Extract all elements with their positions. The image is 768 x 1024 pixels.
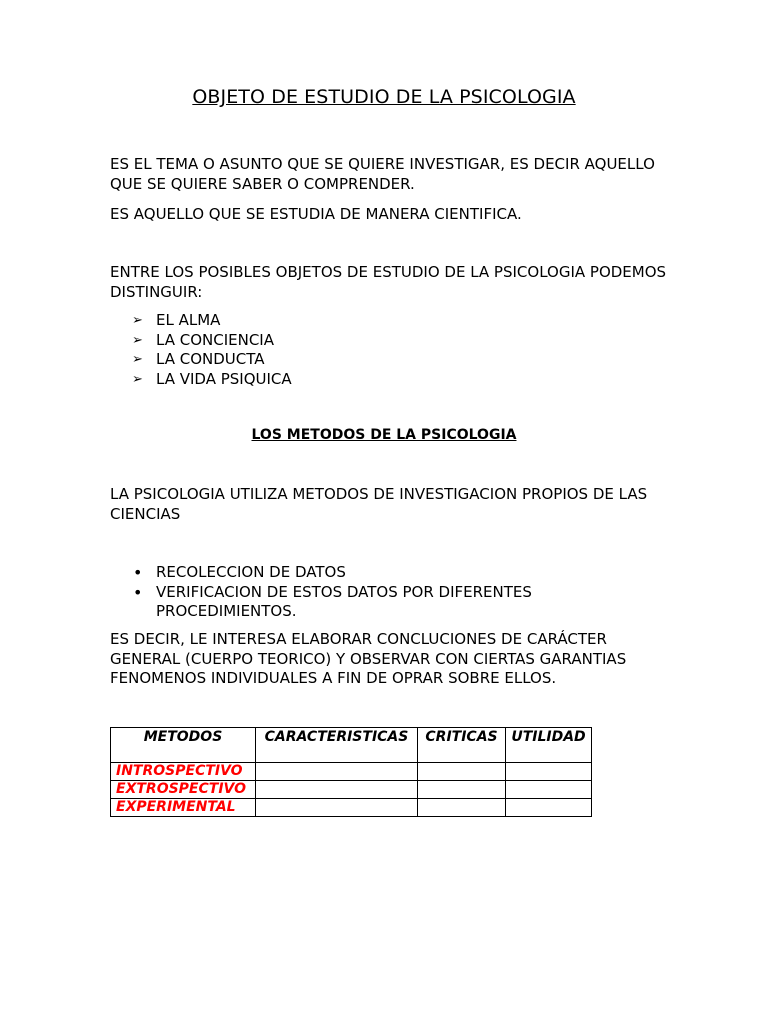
list-item-label: VERIFICACION DE ESTOS DATOS POR DIFERENTES PROCEDIMIENTOS.	[156, 582, 532, 620]
list-item	[130, 370, 292, 390]
table-cell	[418, 781, 506, 799]
list-item-label: LA VIDA PSIQUICA	[156, 369, 292, 388]
table-cell	[506, 781, 592, 799]
scientific-paragraph: ES AQUELLO QUE SE ESTUDIA DE MANERA CIENTIFICA.	[110, 205, 522, 223]
list-item-label: EL ALMA	[156, 311, 221, 329]
page-title: OBJETO DE ESTUDIO DE LA PSICOLOGIA	[192, 86, 576, 108]
arrowhead-bullet-icon: ➢	[132, 371, 143, 387]
objects-list	[130, 311, 292, 389]
table-row	[111, 799, 592, 817]
column-header-characteristics: CARACTERISTICAS	[256, 728, 418, 763]
methods-paragraph: LA PSICOLOGIA UTILIZA METODOS DE INVESTIGACION PROPIOS DE LAS CIENCIAS	[110, 485, 648, 523]
definition-paragraph: ES EL TEMA O ASUNTO QUE SE QUIERE INVESTIGAR, ES DECIR AQUELLO QUE SE QUIERE SABER O COMPRENDER.	[110, 155, 655, 193]
dot-bullet-icon: •	[133, 582, 143, 602]
objects-intro-paragraph: ENTRE LOS POSIBLES OBJETOS DE ESTUDIO DE LA PSICOLOGIA PODEMOS DISTINGUIR:	[110, 263, 667, 301]
column-header-methods: METODOS	[111, 728, 256, 763]
table-row	[111, 781, 592, 799]
method-name-cell: EXTROSPECTIVO	[111, 781, 256, 799]
list-item	[130, 583, 650, 622]
methods-table	[110, 727, 592, 817]
conclusion-paragraph: ES DECIR, LE INTERESA ELABORAR CONCLUCIONES DE CARÁCTER GENERAL (CUERPO TEORICO) Y OBSERVAR CON CIERTAS GARANTIAS FENOMENOS INDIVIDUALES A FIN DE OPRAR SOBRE ELLOS.	[110, 630, 627, 687]
list-item	[130, 311, 292, 331]
table-cell	[256, 799, 418, 817]
column-header-utility: UTILIDAD	[506, 728, 592, 763]
table-row	[111, 763, 592, 781]
table-cell	[506, 763, 592, 781]
arrowhead-bullet-icon: ➢	[132, 352, 143, 367]
table-cell	[506, 799, 592, 817]
method-name-cell: EXPERIMENTAL	[111, 799, 256, 817]
arrowhead-bullet-icon: ➢	[132, 332, 143, 348]
column-header-criticisms: CRITICAS	[418, 728, 506, 763]
method-name-cell: INTROSPECTIVO	[111, 763, 256, 781]
arrowhead-bullet-icon: ➢	[132, 313, 143, 328]
table-cell	[418, 763, 506, 781]
list-item	[130, 350, 292, 370]
section-heading: LOS METODOS DE LA PSICOLOGIA	[251, 427, 517, 443]
steps-list	[130, 563, 650, 622]
list-item	[130, 331, 292, 351]
list-item	[130, 563, 650, 583]
list-item-label: RECOLECCION DE DATOS	[156, 563, 346, 581]
table-cell	[256, 781, 418, 799]
table-header-row	[111, 728, 592, 763]
list-item-label: LA CONCIENCIA	[156, 330, 274, 349]
list-item-label: LA CONDUCTA	[156, 350, 265, 368]
table-cell	[418, 799, 506, 817]
dot-bullet-icon: •	[133, 563, 143, 582]
table-cell	[256, 763, 418, 781]
